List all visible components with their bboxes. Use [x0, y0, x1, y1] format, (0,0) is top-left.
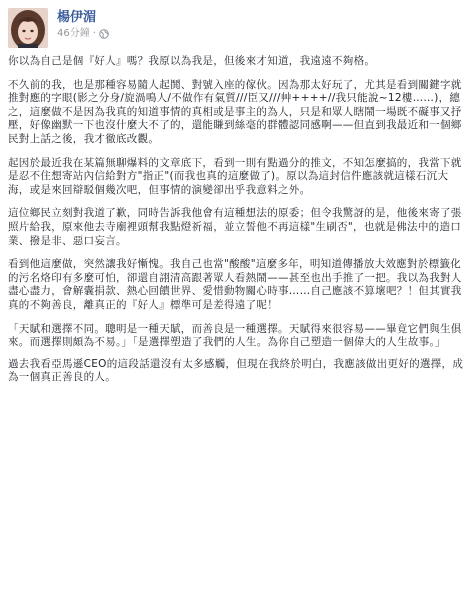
post-paragraph: 起因於最近我在某篇無聊爆料的文章底下，看到一則有點過分的推文，不知怎麼搞的，我當下就是忍不住想寄站內信給對方"指正"(而我也真的這麼做了)。原以為這封信件應該就這樣石沉大海，或是來回辯駁個幾次吧，但事情的演變卻出乎我意料之外。	[8, 156, 462, 196]
post-paragraph: 這位鄉民立刻對我道了歉，同時告訴我他會有這種想法的原委；但令我驚訝的是，他後來寄了張照片給我，原來他去寺廟裡頭幫我點燈祈福，並立誓他不再這樣"生刷否"，也就是佛法中的造口業、撥是非、惡口妄言。	[8, 207, 462, 247]
post-body	[8, 55, 469, 385]
avatar-photo	[8, 8, 48, 48]
post-paragraph: 不久前的我，也是那種容易隨人起鬨、對號入座的傢伙。因為那太好玩了，尤其是看到關鍵字就推對應的字眼(影之分身/旋渦鳴人/不做作有氣質///臣又///艸++++//我只能說~12樓……)，總之，這麼做不是因為我真的知道事情的真相或是事主的為人，只是和眾人瞎鬧一場既不礙事又抒壓，好像幽默一下也沒什麼大不了的，還能賺到絲毫的群體認同感啊——但直到我最近和一個鄉民對上話之後，我才徹底改觀。	[8, 78, 462, 145]
post-paragraph: 過去我看亞馬遜CEO的這段話還沒有太多感觸，但現在我終於明白，我應該做出更好的選擇，成為一個真正善良的人。	[8, 357, 464, 384]
post-header	[8, 8, 469, 48]
avatar[interactable]	[8, 8, 48, 48]
post-paragraph: 你以為自己是個『好人』嗎？我原以為我是，但後來才知道，我遠遠不夠格。	[8, 55, 376, 67]
separator-dot: ·	[92, 28, 96, 39]
post-quote: 「天賦和選擇不同。聰明是一種天賦，而善良是一種選擇。天賦得來很容易——畢竟它們與生俱來。而選擇則頗為不易。」「是選擇塑造了我們的人生。為你自己塑造一個偉大的人生故事。」	[8, 322, 462, 349]
post-timestamp[interactable]: 46分鐘	[57, 28, 90, 39]
timestamp-row	[57, 27, 109, 41]
globe-icon[interactable]	[99, 29, 109, 39]
post-meta	[57, 8, 109, 41]
author-name[interactable]: 楊伊湄	[57, 10, 97, 25]
post-paragraph: 看到他這麼做，突然讓我好慚愧。我自己也當"酸酸"這麼多年，明知道傳播放大效應對於標籤化的污名烙印有多麼可怕，卻還自詡清高跟著眾人看熱鬧——甚至也出手推了一把。我以為我對人盡心盡力，會解囊捐款、熱心回饋世界、愛惜動物關心時事……自己應該不算壞吧？！但其實我真的不夠善良，離真正的『好人』標準可是差得遠了呢！	[8, 258, 462, 311]
